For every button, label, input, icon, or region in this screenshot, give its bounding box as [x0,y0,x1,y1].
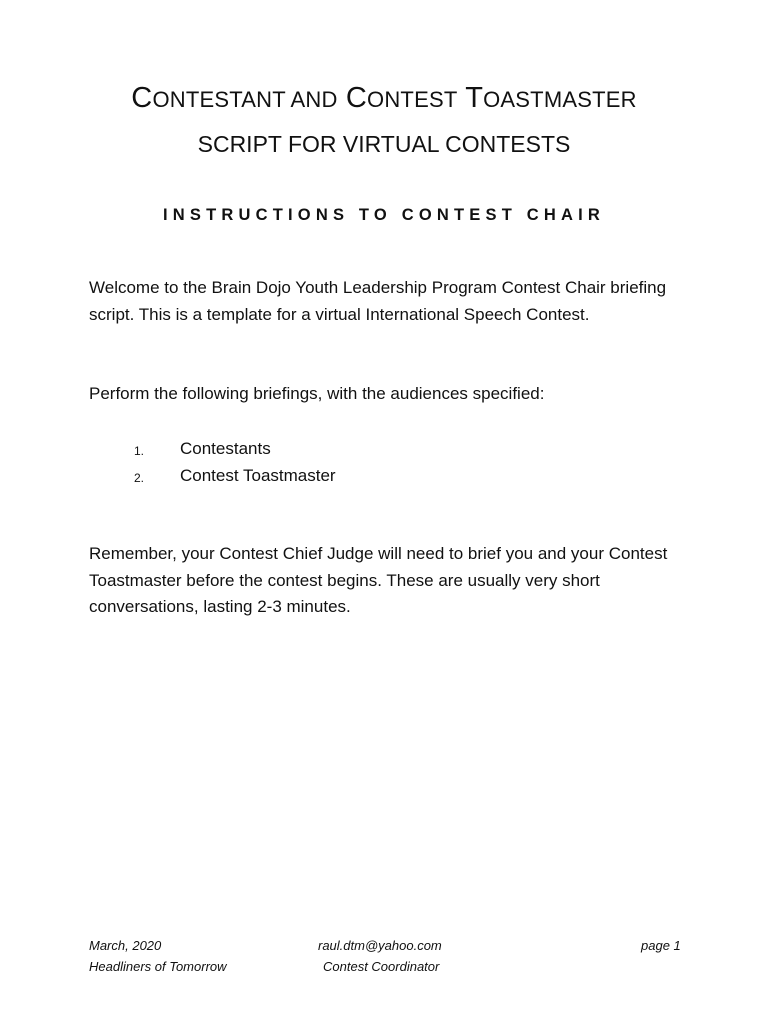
remember-paragraph: Remember, your Contest Chief Judge will need to brief you and your Contest Toastmaster before the contest begins. These are usually very short conversations, lasting 2-3 minutes. [89,544,668,616]
title-rest-3: OASTMASTER [483,87,637,112]
list-item-number: 1. [134,444,145,458]
title-initial-2: C [345,82,368,114]
title-rest-1: ONTESTANT AND [152,87,338,112]
footer-right [641,935,681,956]
document-subtitle: SCRIPT FOR VIRTUAL CONTESTS [197,131,571,157]
perform-paragraph: Perform the following briefings, with the audiences specified: [89,384,545,403]
footer-left [89,935,227,977]
title-initial-3: T [465,82,484,114]
list-item-number: 2. [134,470,145,485]
intro-paragraph: Welcome to the Brain Dojo Youth Leadership Program Contest Chair briefing script. This is a template for a virtual International Speech Contest. [89,278,667,324]
document-title [0,82,768,115]
section-heading: INSTRUCTIONS TO CONTEST CHAIR [163,206,605,224]
page-number: page 1 [641,938,681,953]
list-item-text: Contest Toastmaster [180,465,336,485]
footer-role: Contest Coordinator [323,959,440,974]
title-rest-2: ONTEST [367,87,458,112]
footer-date: March, 2020 [89,938,162,953]
footer-organization: Headliners of Tomorrow [89,959,227,974]
footer-center [318,935,442,977]
list-item-text: Contestants [180,439,271,458]
title-initial-1: C [131,82,153,114]
footer-email: raul.dtm@yahoo.com [318,938,442,953]
